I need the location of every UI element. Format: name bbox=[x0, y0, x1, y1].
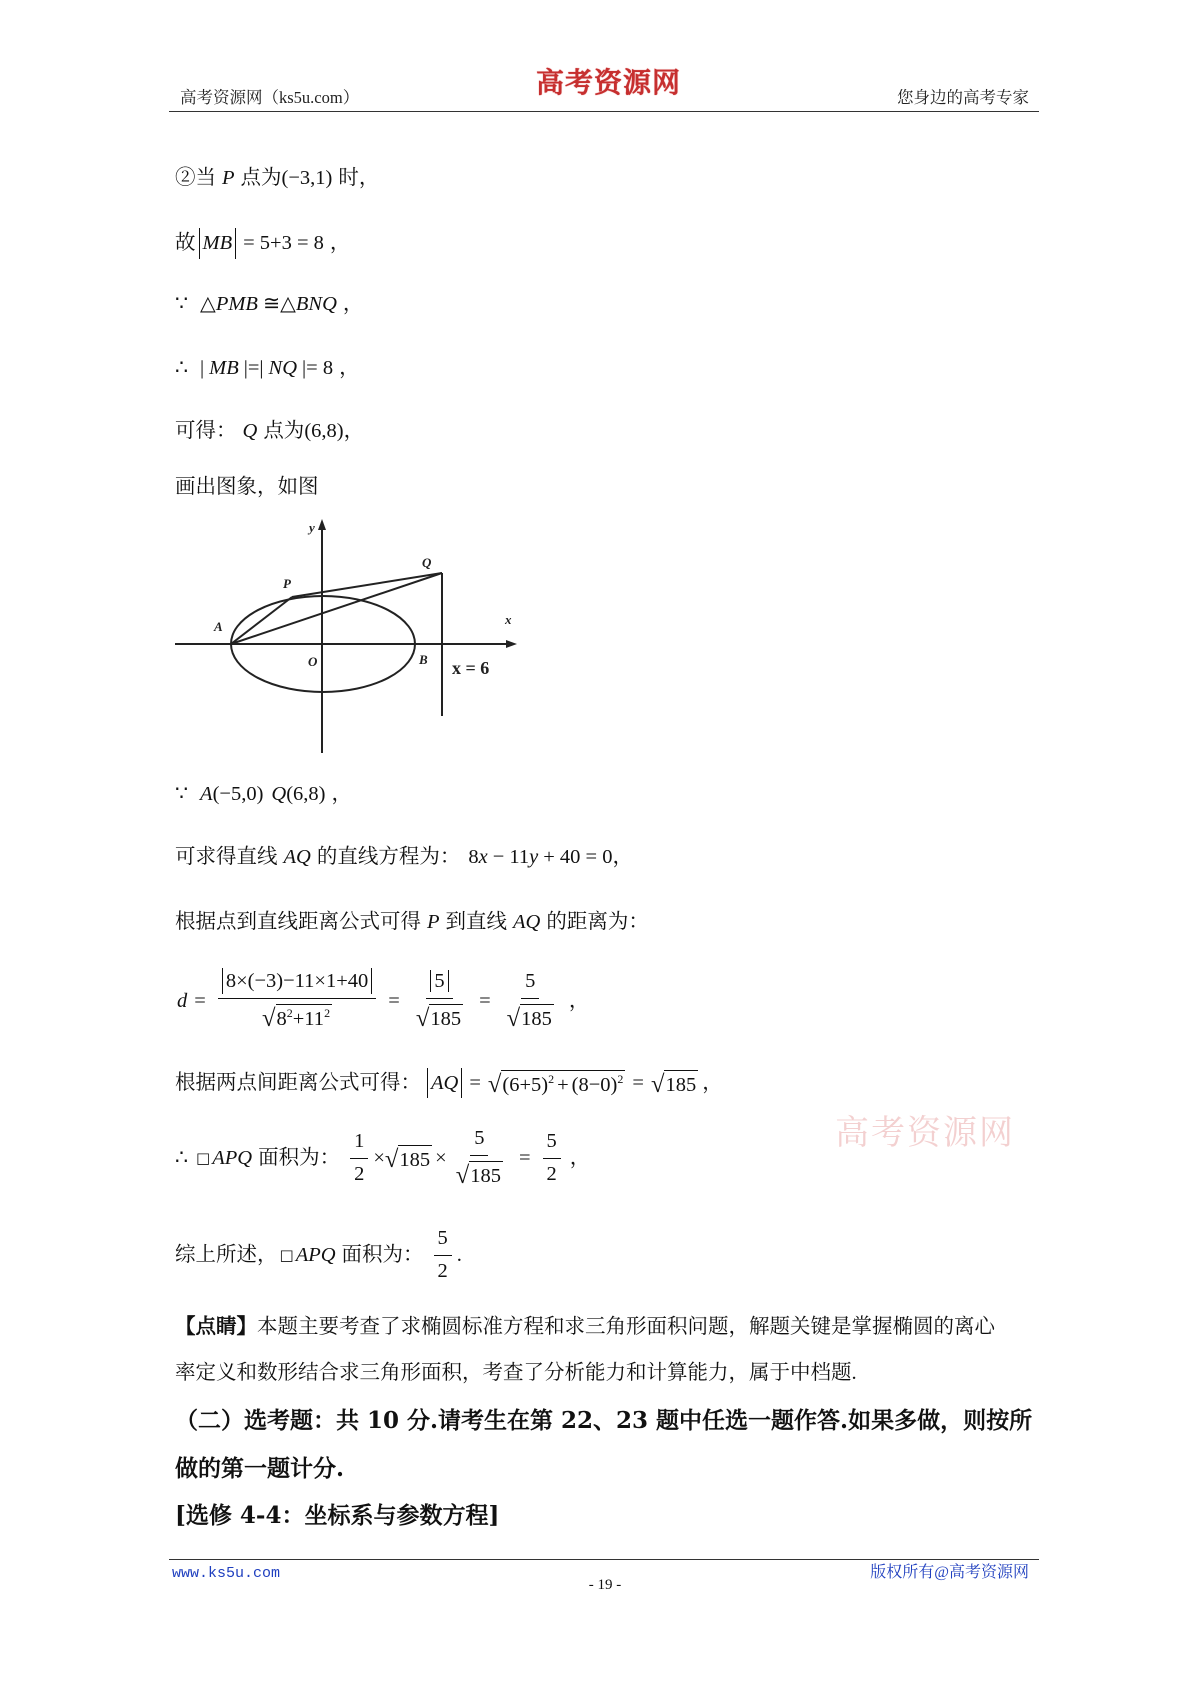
coord: (6,8) bbox=[304, 420, 344, 442]
missing-glyph-box: □ bbox=[196, 1149, 211, 1167]
var-q: Q bbox=[242, 420, 258, 442]
coord-q: (6,8) bbox=[286, 783, 326, 805]
fraction-5-over-2 bbox=[543, 1129, 561, 1187]
text: 面积为： bbox=[258, 1147, 341, 1169]
equals: = bbox=[632, 1072, 644, 1094]
line-distance-intro bbox=[175, 909, 649, 935]
equals: = bbox=[479, 990, 491, 1012]
var-d: d bbox=[177, 990, 188, 1012]
sqrt-185 bbox=[385, 1143, 432, 1173]
sqrt-distance bbox=[488, 1068, 626, 1098]
text: 画出图象，如图 bbox=[175, 476, 319, 498]
header-logo: 高考资源网 bbox=[536, 66, 682, 99]
equation: = 5+3 = 8 bbox=[243, 232, 324, 255]
therefore-symbol: ∴ bbox=[175, 357, 189, 379]
section-text: 做的第一题计分. bbox=[175, 1455, 345, 1482]
abs-aq: AQ bbox=[427, 1068, 462, 1099]
text: 时， bbox=[338, 167, 380, 189]
sqrt-sign: √ bbox=[506, 1004, 521, 1032]
var-apq: APQ bbox=[295, 1244, 336, 1266]
text: 可求得直线 bbox=[175, 846, 278, 868]
header-site-name: 高考资源网（ks5u.com） bbox=[180, 88, 360, 107]
sqrt bbox=[416, 1002, 463, 1032]
line-draw-figure bbox=[175, 474, 319, 500]
text: ， bbox=[329, 232, 351, 255]
section-heading-line-2 bbox=[175, 1454, 344, 1484]
label-b: B bbox=[419, 652, 428, 667]
text: 点为 bbox=[240, 167, 282, 189]
base-8: 8 bbox=[276, 1008, 287, 1030]
abs-numerator: 8×(−3)−11×1+40 bbox=[222, 968, 372, 994]
line-points-a-q bbox=[175, 781, 352, 807]
exponent: 2 bbox=[324, 1006, 331, 1021]
coord: (−3,1) bbox=[281, 167, 333, 189]
minus-11: − 11 bbox=[492, 846, 530, 868]
numerator: 1 bbox=[350, 1129, 368, 1159]
numerator bbox=[218, 968, 376, 999]
footer-rule bbox=[169, 1559, 1039, 1560]
sqrt-sign: √ bbox=[455, 1161, 470, 1189]
bar: | bbox=[200, 357, 205, 379]
text: ， bbox=[343, 420, 365, 442]
equals: = bbox=[518, 1147, 531, 1169]
sqrt bbox=[507, 1002, 554, 1032]
abs-mb: MB bbox=[199, 228, 237, 259]
page-number: - 19 - bbox=[588, 1577, 622, 1593]
label-q: Q bbox=[422, 555, 432, 570]
sqrt-185 bbox=[651, 1068, 698, 1098]
section-subheading bbox=[175, 1501, 499, 1531]
var-y: y bbox=[529, 846, 539, 868]
sqrt-sign: √ bbox=[262, 1005, 276, 1032]
section-text: （二）选考题：共 10 分.请考生在第 22、23 题中任选一题作答.如果多做，则按所 bbox=[175, 1407, 1033, 1434]
text: ， bbox=[569, 1147, 591, 1169]
text: 综上所述， bbox=[175, 1244, 278, 1266]
note-tag: 【点睛】 bbox=[175, 1316, 257, 1338]
var-aq: AQ bbox=[513, 911, 541, 933]
coef-8: 8 bbox=[468, 846, 479, 868]
denominator bbox=[258, 999, 336, 1034]
coord-a: (−5,0) bbox=[212, 783, 264, 805]
fraction-5-over-2 bbox=[434, 1226, 452, 1284]
text: 的距离为： bbox=[546, 911, 649, 933]
denominator: 2 bbox=[354, 1162, 365, 1185]
header-rule bbox=[169, 111, 1039, 112]
line-q-point bbox=[175, 418, 364, 444]
denominator bbox=[412, 999, 467, 1034]
because-symbol: ∵ bbox=[175, 293, 189, 315]
text: ， bbox=[342, 293, 364, 315]
equation-rest: + 40 = 0 bbox=[543, 846, 613, 868]
denominator: 2 bbox=[437, 1259, 448, 1282]
text: 故 bbox=[175, 232, 196, 255]
note-text: 率定义和数形结合求三角形面积，考查了分析能力和计算能力，属于中档题. bbox=[175, 1362, 857, 1384]
text: ， bbox=[612, 846, 633, 868]
sqrt bbox=[456, 1159, 503, 1189]
note-line-2 bbox=[175, 1360, 857, 1386]
congruent-symbol: ≅△ bbox=[262, 293, 296, 315]
line-distance-formula bbox=[177, 966, 589, 1036]
var-x: x bbox=[478, 846, 488, 868]
var-bnq: BNQ bbox=[295, 293, 337, 315]
note-line-1 bbox=[175, 1314, 995, 1340]
fraction-one-half bbox=[350, 1129, 368, 1187]
equals: = bbox=[469, 1072, 481, 1094]
line-aq-length bbox=[175, 1063, 723, 1103]
radicand: 185 bbox=[520, 1004, 554, 1032]
line-congruence bbox=[175, 291, 363, 317]
label-x: x bbox=[505, 612, 512, 627]
text: ， bbox=[568, 990, 590, 1012]
because-symbol: ∵ bbox=[175, 783, 189, 805]
var-q: Q bbox=[271, 783, 287, 805]
line-mb-length bbox=[175, 228, 350, 259]
fraction-5 bbox=[503, 969, 558, 1033]
y-axis-arrow bbox=[318, 519, 326, 530]
exponent: 2 bbox=[548, 1072, 555, 1087]
section-heading-line-1 bbox=[175, 1406, 1032, 1436]
text: 点为 bbox=[263, 420, 305, 442]
text: 根据点到直线距离公式可得 bbox=[175, 911, 421, 933]
term: (6+5) bbox=[502, 1074, 549, 1097]
therefore-symbol: ∴ bbox=[175, 1147, 189, 1169]
x-axis-arrow bbox=[506, 640, 517, 648]
label-y: y bbox=[309, 520, 315, 535]
radicand: 185 bbox=[429, 1004, 463, 1032]
text: ②当 bbox=[175, 167, 216, 189]
sqrt-sign: √ bbox=[650, 1071, 665, 1099]
numerator: 5 bbox=[434, 1226, 452, 1256]
equals-8: |= 8 bbox=[302, 357, 334, 379]
header-slogan: 您身边的高考专家 bbox=[897, 88, 1029, 107]
text: ， bbox=[339, 357, 360, 379]
var-apq: APQ bbox=[212, 1147, 253, 1169]
var-p: P bbox=[427, 911, 440, 933]
sqrt-sign: √ bbox=[384, 1146, 399, 1174]
times: × bbox=[373, 1147, 385, 1169]
text: ， bbox=[702, 1072, 723, 1094]
bar-equals: |=| bbox=[243, 357, 264, 379]
denominator bbox=[503, 999, 558, 1034]
fraction-5-over-sqrt185 bbox=[452, 1126, 507, 1190]
plus: + bbox=[557, 1074, 569, 1097]
line-area-computation bbox=[175, 1123, 590, 1193]
segment-pq bbox=[292, 573, 442, 597]
numerator: 5 bbox=[543, 1129, 561, 1159]
var-pmb: PMB bbox=[215, 293, 258, 315]
sqrt bbox=[262, 1002, 332, 1032]
equals: = bbox=[388, 990, 400, 1012]
radicand bbox=[276, 1004, 333, 1032]
term: (8−0) bbox=[571, 1074, 618, 1097]
label-o: O bbox=[308, 654, 318, 669]
var-a: A bbox=[200, 783, 213, 805]
label-p: P bbox=[283, 576, 291, 591]
var-aq: AQ bbox=[283, 846, 311, 868]
equals: = bbox=[194, 990, 206, 1012]
label-x-equals-6: x = 6 bbox=[452, 658, 490, 678]
triangle-symbol: △ bbox=[200, 293, 216, 315]
text: 面积为： bbox=[341, 1244, 424, 1266]
sqrt-sign: √ bbox=[415, 1005, 430, 1032]
plus-11: +11 bbox=[292, 1008, 325, 1030]
line-p-case bbox=[175, 165, 379, 191]
numerator: 5 bbox=[521, 969, 539, 999]
fraction-distance bbox=[218, 968, 376, 1033]
radicand bbox=[501, 1070, 625, 1098]
line-mb-equals-nq bbox=[175, 355, 360, 381]
times: × bbox=[435, 1147, 447, 1169]
note-text: 本题主要考查了求椭圆标准方程和求三角形面积问题，解题关键是掌握椭圆的离心 bbox=[257, 1316, 995, 1338]
text: 可得： bbox=[175, 420, 237, 442]
segment-ap bbox=[231, 597, 292, 644]
abs-5: 5 bbox=[430, 970, 448, 992]
missing-glyph-box: □ bbox=[279, 1246, 294, 1264]
line-conclusion bbox=[175, 1220, 462, 1290]
exponent: 2 bbox=[617, 1072, 624, 1087]
var-mb: MB bbox=[209, 357, 239, 379]
denominator bbox=[452, 1156, 507, 1191]
text: ， bbox=[331, 783, 353, 805]
text: 根据两点间距离公式可得： bbox=[175, 1072, 421, 1094]
sqrt-sign: √ bbox=[487, 1071, 502, 1099]
period: . bbox=[456, 1244, 462, 1266]
footer-website: www.ks5u.com bbox=[172, 1565, 281, 1582]
numerator bbox=[426, 968, 452, 999]
line-aq-equation bbox=[175, 844, 633, 870]
footer-copyright: 版权所有@高考资源网 bbox=[870, 1564, 1029, 1581]
exponent: 2 bbox=[286, 1006, 293, 1021]
denominator: 2 bbox=[546, 1162, 557, 1185]
fraction-abs-5 bbox=[412, 968, 467, 1033]
label-a: A bbox=[214, 619, 223, 634]
numerator: 5 bbox=[470, 1126, 488, 1156]
watermark: 高考资源网 bbox=[835, 1113, 1015, 1153]
var-p: P bbox=[222, 167, 235, 189]
radicand: 185 bbox=[398, 1145, 432, 1173]
var-nq: NQ bbox=[268, 357, 298, 379]
text: 到直线 bbox=[445, 911, 508, 933]
radicand: 185 bbox=[469, 1161, 503, 1189]
radicand: 185 bbox=[664, 1070, 698, 1098]
section-text: [选修 4-4：坐标系与参数方程] bbox=[175, 1502, 500, 1529]
ellipse-figure bbox=[160, 510, 530, 760]
text: 的直线方程为： bbox=[316, 846, 461, 868]
